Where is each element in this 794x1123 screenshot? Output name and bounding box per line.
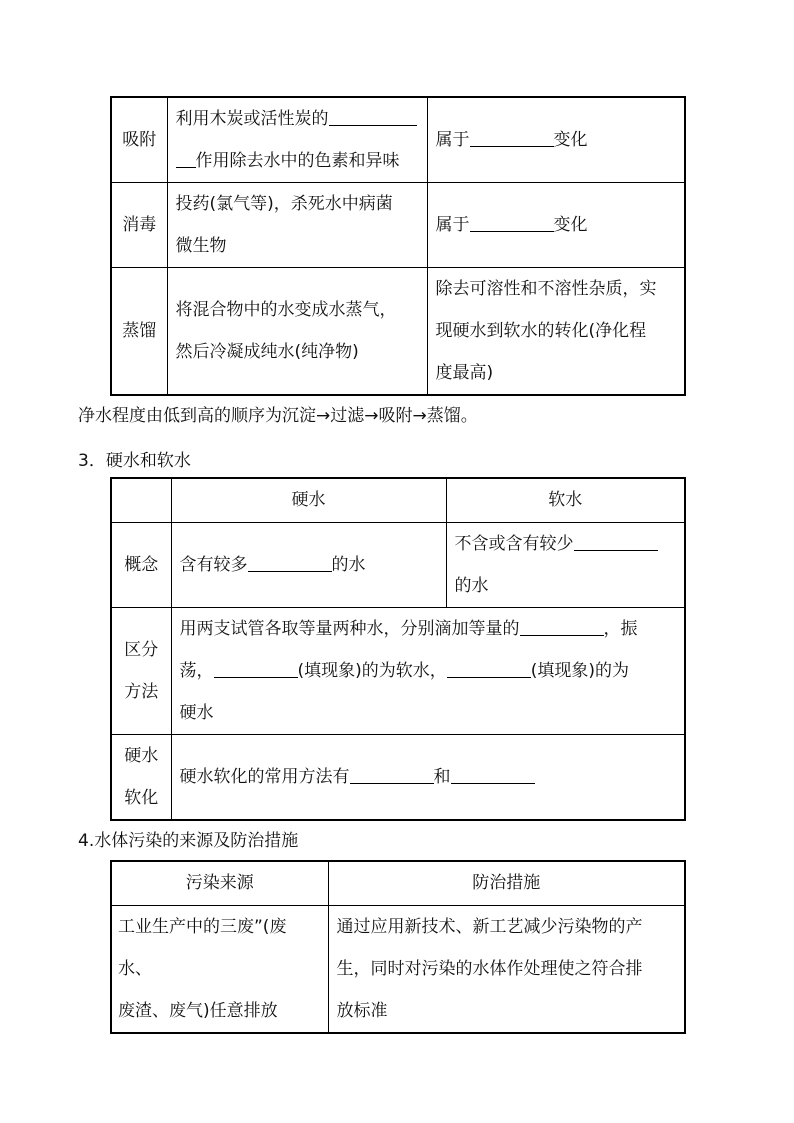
corner-cell: [111, 478, 171, 522]
distinguish-text: (填现象)的为软水，: [297, 660, 447, 681]
result-cell: [427, 268, 685, 396]
table-row: [111, 734, 685, 820]
table-header-row: [111, 478, 685, 522]
row-label-line: 方法: [124, 681, 159, 702]
row-label: [111, 607, 171, 734]
method-text: 将混合物中的水变成水蒸气，: [175, 300, 397, 320]
result-text: 变化: [553, 130, 588, 150]
section-4-title: 4.水体污染的来源及防治措施: [78, 831, 299, 851]
answer-blank[interactable]: [451, 766, 535, 784]
section-3-title: 3．硬水和软水: [78, 451, 191, 471]
answer-blank[interactable]: [248, 554, 332, 572]
soften-text: 硬水软化的常用方法有: [179, 766, 350, 787]
purification-table: [110, 96, 686, 396]
concept-text: 含有较多: [179, 554, 248, 575]
result-cell: [427, 97, 685, 183]
answer-blank[interactable]: [520, 618, 604, 636]
result-text: 现硬水到软水的转化(净化程: [435, 321, 647, 341]
pollution-source-cell: [111, 905, 328, 1033]
header-soft-water: 软水: [446, 478, 685, 522]
header-pollution-source: 污染来源: [111, 861, 328, 905]
method-text: 微生物: [175, 236, 227, 256]
row-label: [111, 734, 171, 820]
table-row: [111, 905, 685, 1033]
table-row: [111, 268, 685, 396]
row-label-line: 区分: [124, 639, 159, 660]
table-row: [111, 522, 685, 607]
table-row: [111, 607, 685, 734]
measure-text: 通过应用新技术、新工艺减少污染物的产: [336, 916, 643, 937]
method-text: 投药(氯气等)，杀死水中病菌: [175, 194, 393, 214]
row-label-line: 硬水: [124, 745, 159, 766]
concept-text: 的水: [331, 554, 366, 575]
concept-hard-cell: [171, 522, 446, 607]
method-text: 然后冷凝成纯水(纯净物): [175, 342, 359, 362]
result-text: 除去可溶性和不溶性杂质，实: [435, 279, 657, 299]
concept-text: 的水: [454, 575, 489, 596]
method-cell: [167, 183, 427, 268]
soften-text: 和: [433, 766, 451, 787]
header-hard-water: 硬水: [171, 478, 446, 522]
table-row: [111, 97, 685, 183]
answer-blank[interactable]: [214, 660, 298, 678]
hard-soft-water-table: [110, 477, 686, 821]
answer-blank[interactable]: [574, 533, 658, 551]
source-text: 废渣、废气)任意排放: [118, 1000, 278, 1021]
result-text: 度最高): [435, 363, 494, 383]
method-text: 作用除去水中的色素和异味: [195, 151, 400, 171]
row-label: 概念: [111, 522, 171, 607]
result-text: 变化: [553, 215, 588, 235]
distinguish-cell: [171, 607, 685, 734]
measure-text: 放标准: [336, 1000, 388, 1021]
soften-cell: [171, 734, 685, 820]
row-label: 消毒: [111, 183, 167, 268]
answer-blank-cont[interactable]: [176, 150, 196, 168]
distinguish-text: 硬水: [179, 702, 214, 723]
method-cell: [167, 268, 427, 396]
distinguish-text: ，振: [603, 618, 638, 639]
distinguish-text: 用两支试管各取等量两种水，分别滴加等量的: [179, 618, 520, 639]
water-pollution-table: [110, 860, 686, 1034]
answer-blank[interactable]: [470, 214, 554, 232]
method-text: 利用木炭或活性炭的: [175, 109, 329, 129]
answer-blank[interactable]: [470, 129, 554, 147]
result-text: 属于: [435, 130, 470, 150]
table-header-row: [111, 861, 685, 905]
concept-soft-cell: [446, 522, 685, 607]
result-cell: [427, 183, 685, 268]
answer-blank[interactable]: [350, 766, 434, 784]
measure-text: 生，同时对污染的水体作处理使之符合排: [336, 958, 643, 979]
header-prevention-measures: 防治措施: [328, 861, 685, 905]
answer-blank[interactable]: [329, 108, 417, 126]
source-text: 工业生产中的三废”(废水、: [118, 916, 287, 979]
purification-note: 净水程度由低到高的顺序为沉淀→过滤→吸附→蒸馏。: [78, 406, 478, 426]
row-label: 蒸馏: [111, 268, 167, 396]
distinguish-text: 荡，: [179, 660, 214, 681]
row-label: 吸附: [111, 97, 167, 183]
concept-text: 不含或含有较少: [454, 533, 574, 554]
result-text: 属于: [435, 215, 470, 235]
prevention-measure-cell: [328, 905, 685, 1033]
distinguish-text: (填现象)的为: [530, 660, 630, 681]
answer-blank[interactable]: [447, 660, 531, 678]
table-row: [111, 183, 685, 268]
row-label-line: 软化: [124, 787, 159, 808]
method-cell: [167, 97, 427, 183]
